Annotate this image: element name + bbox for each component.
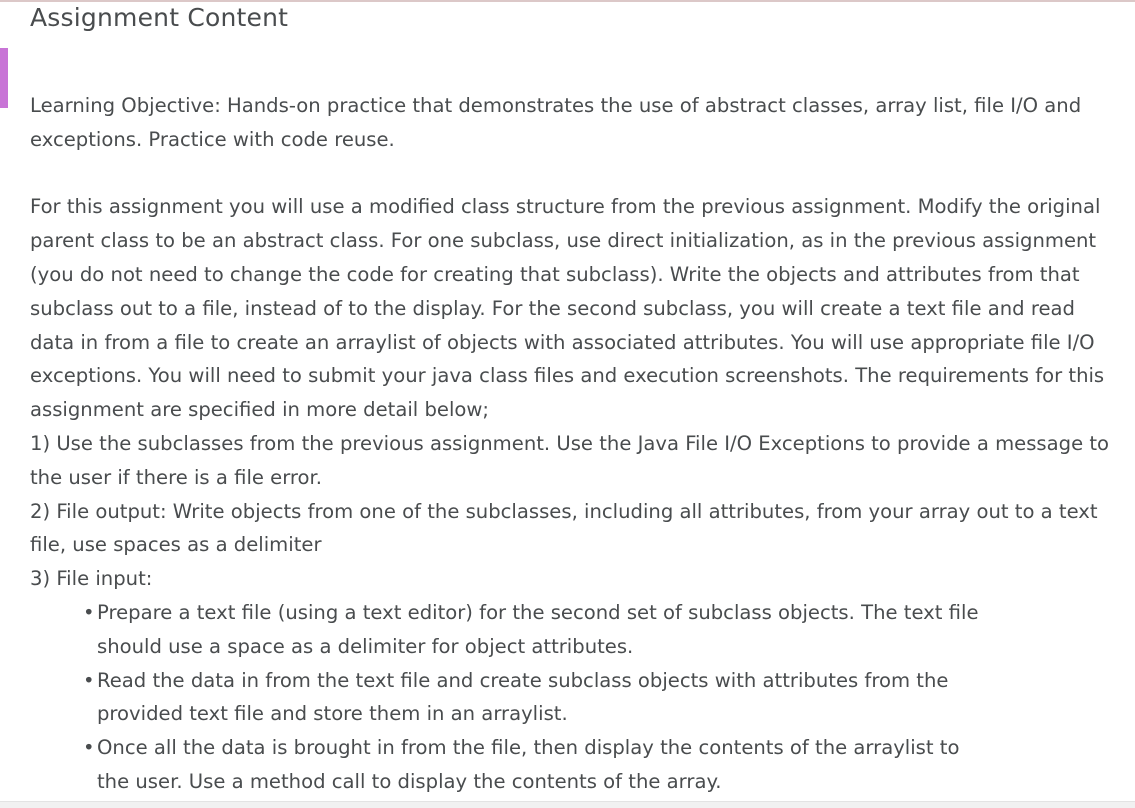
requirement-3: 3) File input: [30,567,153,591]
bottom-divider [0,801,1135,808]
list-item-text: Prepare a text file (using a text editor) for the second set of subclass objects. The text file should use a space as a delimiter for object attributes. [97,600,979,658]
file-input-steps [30,596,997,799]
assignment-description: For this assignment you will use a modified class structure from the previous assignment. Modify the original parent class to be an abstract class. For one subclass, use direct initialization, as in the previous assignment (you do not need to change the code for creating that subclass). Write the objects and attributes from that subclass out to a file, instead of to the display. For the second subclass, you will create a text file and read data in from a file to create an arraylist of objects with associated attributes. You will use appropriate file I/O exceptions. You will need to submit your java class files and execution screenshots. The requirements for this assignment are specified in more detail below; [30,195,1105,422]
list-item [83,731,997,799]
bullet-icon: • [83,600,95,624]
bullet-icon: • [83,736,95,760]
learning-objective: Learning Objective: Hands-on practice that demonstrates the use of abstract classes, array list, file I/O and exceptions. Practice with code reuse. [30,94,1082,151]
list-item-text: Read the data in from the text file and create subclass objects with attributes from the provided text file and store them in an arraylist. [97,668,949,726]
paragraph-spacer [30,157,1110,191]
requirement-1: 1) Use the subclasses from the previous assignment. Use the Java File I/O Exceptions to provide a message to the user if there is a file error. [30,431,1110,489]
requirement-2: 2) File output: Write objects from one of the subclasses, including all attributes, from your array out to a text file, use spaces as a delimiter [30,499,1098,557]
selection-accent-bar [0,48,8,108]
page-title: Assignment Content [30,3,289,32]
list-item [83,596,997,664]
assignment-content [30,89,1110,799]
bullet-icon: • [83,668,95,692]
list-item [83,664,997,732]
list-item-text: Once all the data is brought in from the file, then display the contents of the arraylist to the user. Use a method call to display the contents of the array. [97,736,960,793]
